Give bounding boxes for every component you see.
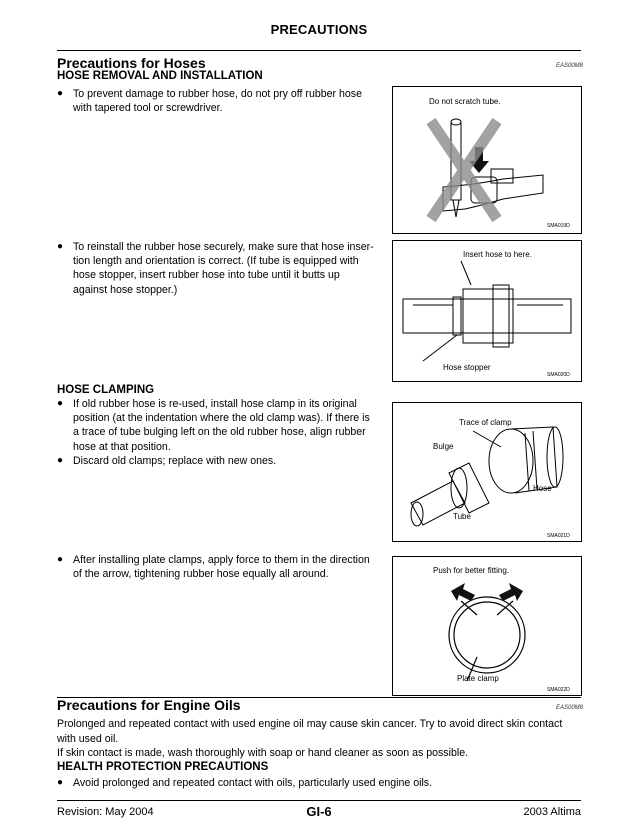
bullet-item: ● Avoid prolonged and repeated contact with oils, particularly used engine oils. xyxy=(57,777,433,789)
figure-caption: Insert hose to here. xyxy=(463,250,532,259)
section-code: EAS00M8 xyxy=(556,705,584,711)
figure-insert-hose xyxy=(392,240,582,382)
subheading-hose-removal: HOSE REMOVAL AND INSTALLATION xyxy=(57,70,263,82)
bullet-icon: ● xyxy=(57,455,64,466)
figure-id: SMA021D xyxy=(547,533,570,539)
figure-plate-clamp xyxy=(392,556,582,696)
bullet-icon: ● xyxy=(57,241,64,252)
footer-rule xyxy=(57,800,581,801)
bullet-icon: ● xyxy=(57,777,64,788)
figure-label: Hose stopper xyxy=(443,363,491,372)
bullet-item: ● To reinstall the rubber hose securely, make sure that hose inser- tion length and orientation is correct. (If tube is equipped with hose stopper, insert rubber hose into tube until it butts up against hose stopper.) xyxy=(57,241,374,296)
figure-label-tube: Tube xyxy=(453,512,471,521)
bullet-item: ● If old rubber hose is re-used, install hose clamp in its original position (at the indentation where the old clamp was). If there is a trace of tube bulging left on the old rubber hose, align rubber hose at that position. xyxy=(57,398,370,453)
page-header: PRECAUTIONS xyxy=(270,22,368,37)
figure-id: SMA019D xyxy=(547,223,570,229)
paragraph: Prolonged and repeated contact with used engine oil may cause skin cancer. Try to avoid direct skin contact with used oil. If skin contact is made, wash thoroughly with soap or hand cleaner as soon as possible. xyxy=(57,718,563,759)
section-code: EAS00M8 xyxy=(556,63,584,69)
header-rule xyxy=(57,50,581,51)
footer-model: 2003 Altima xyxy=(523,806,581,818)
figure-label: Plate clamp xyxy=(457,674,499,683)
figure-id: SMA022D xyxy=(547,687,570,693)
bullet-icon: ● xyxy=(57,88,64,99)
figure-caption: Do not scratch tube. xyxy=(429,97,501,106)
bullet-icon: ● xyxy=(57,554,64,565)
bullet-icon: ● xyxy=(57,398,64,409)
section-title-hoses: Precautions for Hoses xyxy=(57,55,206,71)
figure-trace-of-clamp xyxy=(392,402,582,542)
subheading-hose-clamping: HOSE CLAMPING xyxy=(57,384,155,396)
subheading-health: HEALTH PROTECTION PRECAUTIONS xyxy=(57,761,269,773)
figure-label-bulge: Bulge xyxy=(433,442,454,451)
figure-label-hose: Hose xyxy=(533,484,552,493)
figure-caption: Push for better fitting. xyxy=(433,566,510,575)
figure-caption: Trace of clamp xyxy=(459,418,512,427)
bullet-item: ● To prevent damage to rubber hose, do not pry off rubber hose with tapered tool or screwdriver. xyxy=(57,88,362,115)
bullet-item: ● After installing plate clamps, apply force to them in the direction of the arrow, tightening rubber hose equally all around. xyxy=(57,554,370,581)
section-title-oils: Precautions for Engine Oils xyxy=(57,697,241,713)
bullet-item: ● Discard old clamps; replace with new ones. xyxy=(57,455,277,467)
figure-do-not-scratch xyxy=(392,86,582,234)
footer-page-number: GI-6 xyxy=(306,804,332,819)
footer-revision: Revision: May 2004 xyxy=(57,806,154,818)
figure-id: SMA020D xyxy=(547,372,570,378)
